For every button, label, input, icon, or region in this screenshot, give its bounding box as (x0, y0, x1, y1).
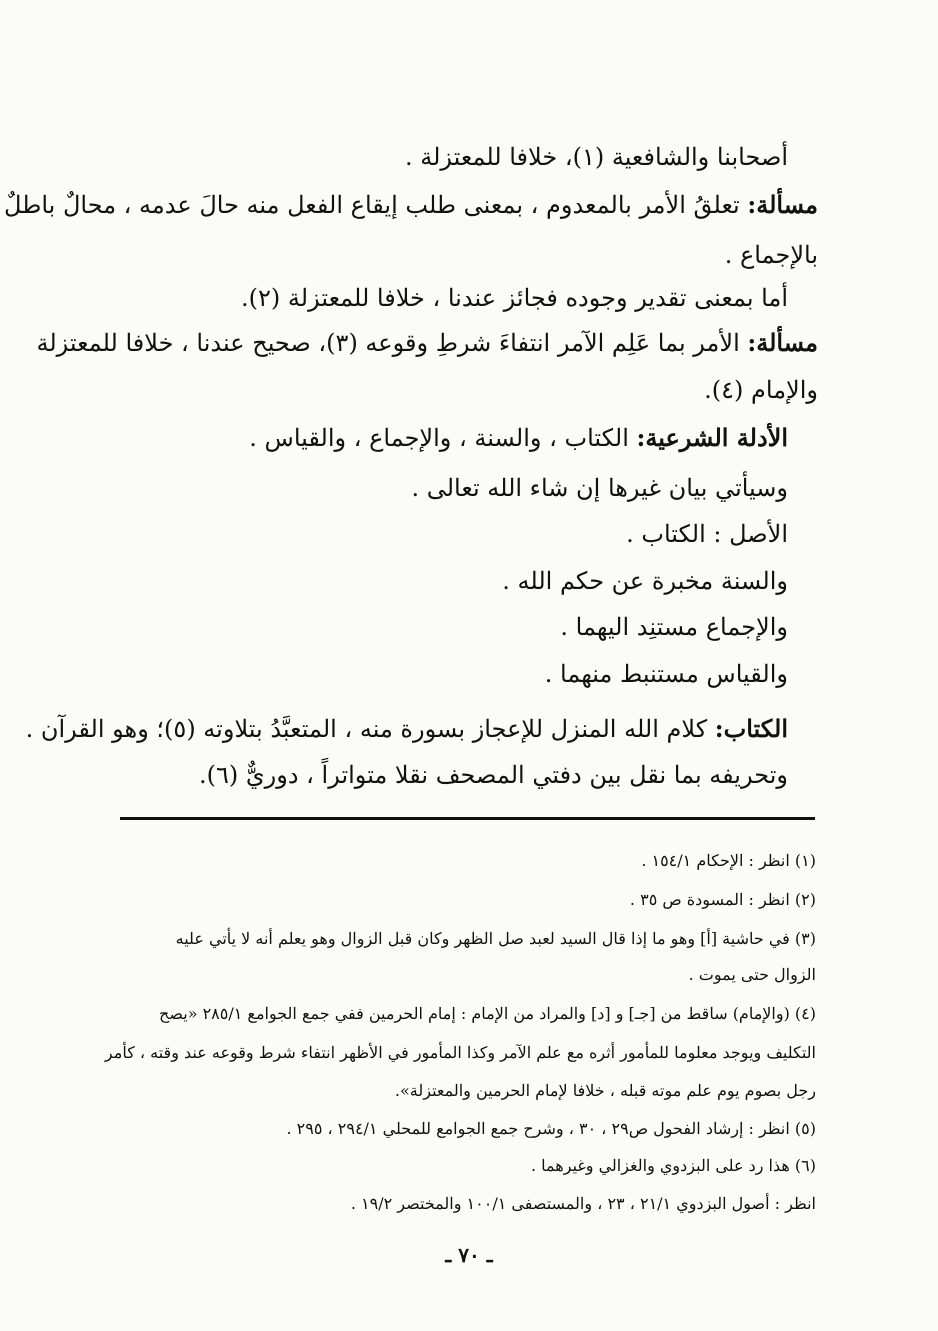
masala-1-heading: مسألة: (747, 190, 818, 219)
masala-2-heading: مسألة: (747, 328, 818, 357)
footnote-6: (٦) هذا رد على البزدوي والغزالي وغيرهما . (531, 1156, 816, 1175)
text-line-10: والسنة مخبرة عن حكم الله . (502, 567, 788, 595)
text-line-4: أما بمعنى تقدير وجوده فجائز عندنا ، خلافا للمعتزلة (٢). (241, 284, 788, 312)
footnote-4-line-3: رجل بصوم يوم علم موته قبله ، خلافا لإمام الحرمين والمعتزلة». (394, 1081, 816, 1100)
masala-2-line (36, 328, 818, 358)
masala-2-text: الأمر بما عَلِم الآمر انتفاءَ شرطِ وقوعه (٣)، صحيح عندنا ، خلافا للمعتزلة (36, 329, 748, 357)
footnote-4-line-2: التكليف ويوجد معلوما للمأمور أثره مع علم الآمر وكذا المأمور في الأظهر انتفاء شرط وقوعه عند وقته ، كأمر (104, 1043, 816, 1062)
text-line-1: أصحابنا والشافعية (١)، خلافا للمعتزلة . (404, 143, 788, 171)
masala-1-line (4, 190, 818, 220)
kitab-line (25, 714, 788, 744)
adilla-heading: الأدلة الشرعية: (636, 423, 788, 452)
footnote-3-line-2: الزوال حتى يموت . (688, 965, 816, 984)
footnote-divider (120, 817, 815, 820)
kitab-text: كلام الله المنزل للإعجاز بسورة منه ، المتعبَّدُ بتلاوته (٥)؛ وهو القرآن . (25, 715, 715, 743)
kitab-heading: الكتاب: (714, 714, 788, 743)
text-line-11: والإجماع مستنِد اليهما . (560, 613, 788, 641)
masala-1-text: تعلقُ الأمر بالمعدوم ، بمعنى طلب إيقاع الفعل منه حالَ عدمه ، محالٌ باطلٌ (4, 191, 748, 219)
page-number: ـ ٧٠ ـ (445, 1243, 493, 1267)
text-line-8: وسيأتي بيان غيرها إن شاء الله تعالى . (411, 474, 788, 502)
text-line-12: والقياس مستنبط منهما . (544, 660, 788, 688)
adilla-text: الكتاب ، والسنة ، والإجماع ، والقياس . (249, 424, 637, 452)
footnote-5: (٥) انظر : إرشاد الفحول ص٢٩ ، ٣٠ ، وشرح جمع الجوامع للمحلي ٢٩٤/١ ، ٢٩٥ . (286, 1119, 816, 1138)
text-line-3: بالإجماع . (724, 241, 818, 269)
footnote-1: (١) انظر : الإحكام ١٥٤/١ . (641, 851, 816, 870)
text-line-9: الأصل : الكتاب . (626, 520, 788, 548)
adilla-line (98, 423, 788, 453)
text-line-14: وتحريفه بما نقل بين دفتي المصحف نقلا متواتراً ، دوريٌّ (٦). (199, 761, 788, 789)
footnote-6-references: انظر : أصول البزدوي ٢١/١ ، ٢٣ ، والمستصفى ١٠٠/١ والمختصر ١٩/٢ . (350, 1194, 816, 1213)
footnote-2: (٢) انظر : المسودة ص ٣٥ . (629, 890, 816, 909)
footnote-4-line-1: (٤) (والإمام) ساقط من [جـ] و [د] والمراد من الإمام : إمام الحرمين ففي جمع الجوامع ٢٨٥/١ «يصح (159, 1004, 816, 1023)
text-line-6: والإمام (٤). (704, 376, 818, 404)
footnote-3-line-1: (٣) في حاشية [أ] وهو ما إذا قال السيد لعبد صل الظهر وكان قبل الزوال وهو يعلم أنه لا يأتي عليه (175, 929, 816, 948)
